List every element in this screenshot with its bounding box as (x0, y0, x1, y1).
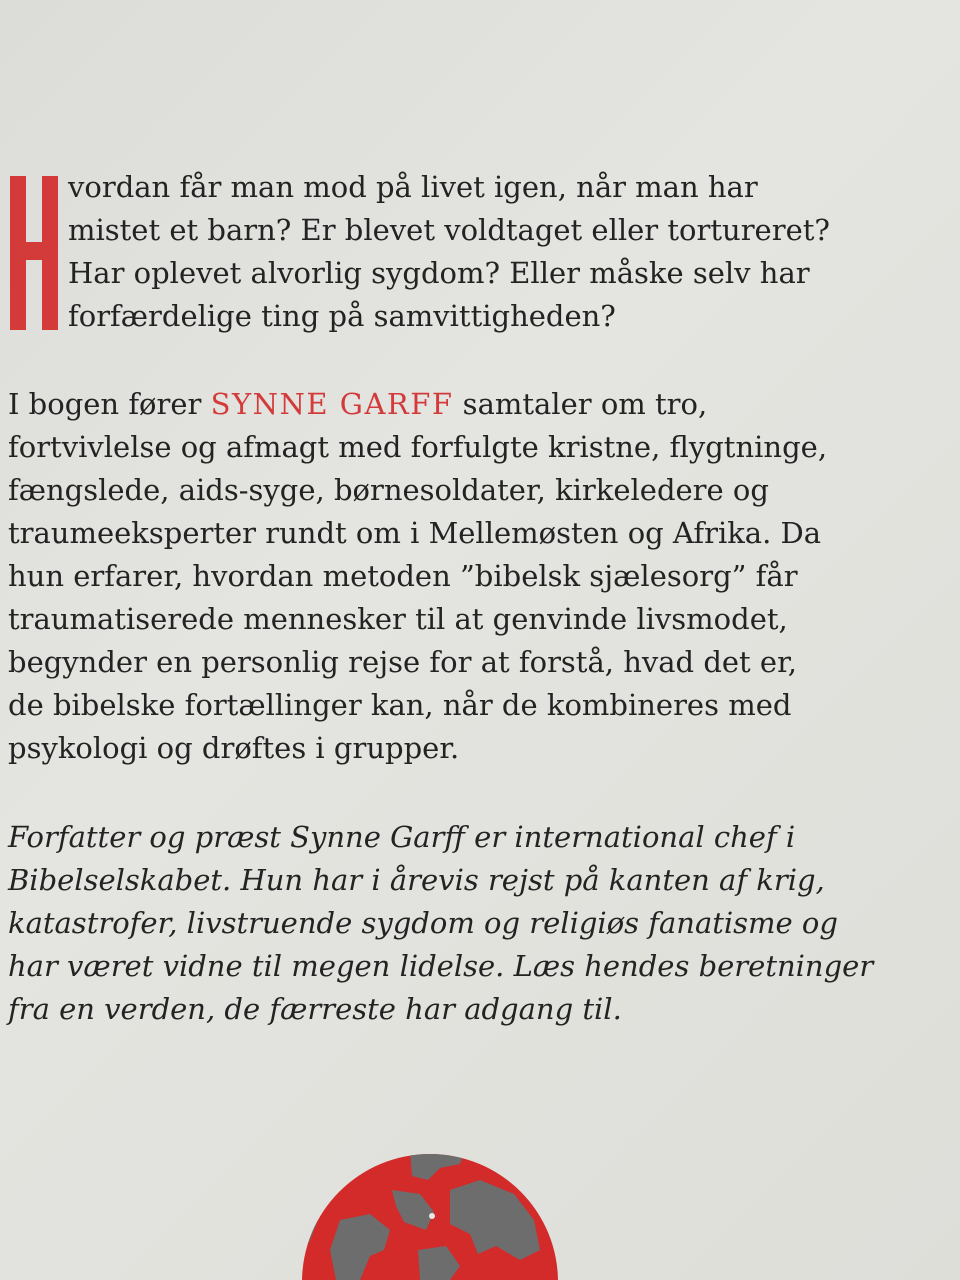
description-line: de bibelske fortællinger kan, når de kombineres med (8, 688, 792, 722)
intro-paragraph (68, 166, 948, 338)
intro-line: Har oplevet alvorlig sygdom? Eller måske selv har (68, 256, 810, 290)
description-line: traumatiserede mennesker til at genvinde livsmodet, (8, 602, 788, 636)
bio-line: har været vidne til megen lidelse. Læs hendes beretninger (8, 949, 874, 983)
description-line: begynder en personlig rejse for at forstå, hvad det er, (8, 645, 797, 679)
intro-line: forfærdelige ting på samvittigheden? (68, 299, 616, 333)
bio-line: Forfatter og præst Synne Garff er international chef i (8, 820, 796, 854)
description-text: samtaler om tro, (453, 387, 708, 421)
description-line-first (8, 383, 948, 426)
description-line: hun erfarer, hvordan metoden ”bibelsk sjælesorg” får (8, 559, 798, 593)
author-bio-paragraph (8, 816, 948, 1031)
description-paragraph (8, 383, 948, 770)
bio-line: fra en verden, de færreste har adgang til. (8, 992, 622, 1026)
description-line: fortvivlelse og afmagt med forfulgte kristne, flygtninge, (8, 430, 828, 464)
bio-line: katastrofer, livstruende sygdom og religiøs fanatisme og (8, 906, 838, 940)
intro-line: vordan får man mod på livet igen, når man har (68, 170, 758, 204)
dropcap-h-icon (10, 176, 58, 330)
bio-line: Bibelselskabet. Hun har i årevis rejst på kanten af krig, (8, 863, 825, 897)
description-line: fængslede, aids-syge, børnesoldater, kirkeledere og (8, 473, 769, 507)
description-line: psykologi og drøftes i grupper. (8, 731, 460, 765)
author-name: SYNNE GARFF (210, 387, 454, 421)
description-text: I bogen fører (8, 387, 211, 421)
intro-line: mistet et barn? Er blevet voldtaget eller tortureret? (68, 213, 830, 247)
globe-icon (300, 1150, 560, 1280)
description-line: traumeeksperter rundt om i Mellemøsten og Afrika. Da (8, 516, 822, 550)
